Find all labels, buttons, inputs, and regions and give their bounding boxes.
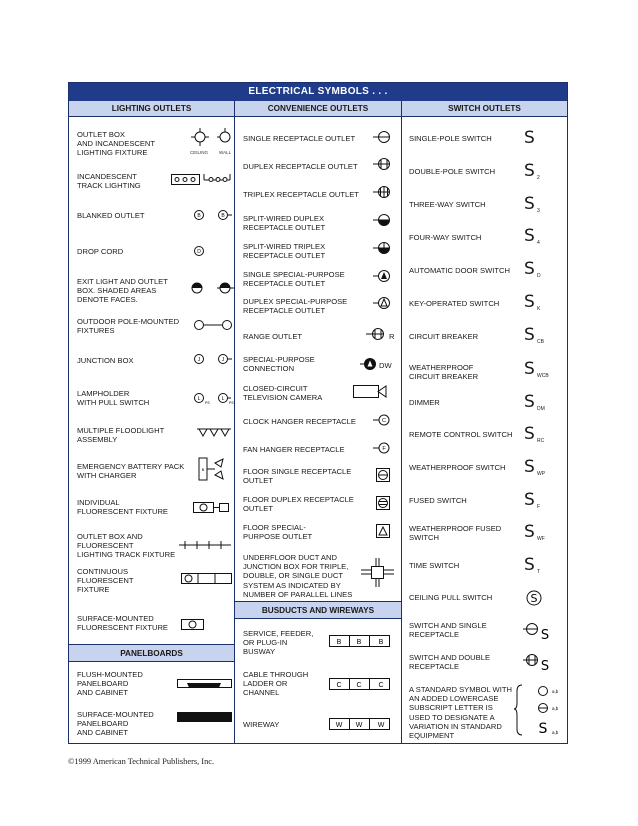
sheet-title: ELECTRICAL SYMBOLS . . . (69, 83, 567, 101)
fan-hanger-symbol (372, 441, 394, 455)
switch-double-receptacle-symbol (523, 651, 553, 673)
cable-ladder-label: CABLE THROUGH LADDER OR CHANNEL (243, 670, 309, 698)
switch-subscript-4: D (537, 273, 541, 279)
switch-label-1: DOUBLE-POLE SWITCH (409, 167, 496, 176)
floodlight-symbol (197, 427, 233, 441)
svg-text:C: C (336, 682, 342, 689)
convenience-outlets-header: CONVENIENCE OUTLETS (235, 101, 401, 117)
convenience-label-12: FLOOR SINGLE RECEPTACLE OUTLET (243, 467, 352, 486)
svg-text:C: C (356, 682, 362, 689)
svg-text:S: S (530, 592, 538, 605)
lighting-label-13: SURFACE-MOUNTED FLUORESCENT FIXTURE (77, 614, 168, 633)
convenience-label-14: FLOOR SPECIAL- PURPOSE OUTLET (243, 523, 313, 542)
single-special-symbol (372, 269, 394, 283)
switch-label-14: CEILING PULL SWITCH (409, 593, 493, 602)
lighting-label-2: BLANKED OUTLET (77, 211, 145, 220)
convenience-label-15: UNDERFLOOR DUCT AND JUNCTION BOX FOR TRIPLE, DOUBLE, OR SINGLE DUCT SYSTEM AS INDICATED BY NUMBER OF PARALLEL LINES (243, 553, 353, 599)
junction-box-symbol (193, 353, 233, 367)
lighting-label-4: EXIT LIGHT AND OUTLET BOX. SHADED AREAS DENOTE FACES. (77, 277, 168, 305)
switch-symbol-icon-6: S (524, 325, 535, 345)
variation-symbols (514, 681, 564, 739)
switch-symbol-icon-8: S (524, 392, 535, 412)
svg-text:a,b: a,b (552, 689, 559, 694)
convenience-label-13: FLOOR DUPLEX RECEPTACLE OUTLET (243, 495, 354, 514)
single-receptacle-symbol (372, 130, 394, 144)
switch-symbol-icon-13: S (524, 555, 535, 575)
svg-text:B: B (197, 213, 201, 219)
switch-symbol-icon-4: S (524, 259, 535, 279)
switch-label-16: SWITCH AND DOUBLE RECEPTACLE (409, 653, 491, 672)
switch-label-5: KEY-OPERATED SWITCH (409, 299, 500, 308)
lighting-label-9: EMERGENCY BATTERY PACK WITH CHARGER (77, 462, 185, 481)
fluorescent-fixture-symbol (193, 501, 233, 515)
switch-label-2: THREE-WAY SWITCH (409, 200, 486, 209)
switch-label-7: WEATHERPROOF CIRCUIT BREAKER (409, 363, 479, 382)
switch-label-12: WEATHERPROOF FUSED SWITCH (409, 524, 502, 543)
lighting-outlets-header: LIGHTING OUTLETS (69, 101, 234, 117)
convenience-label-3: SPLIT-WIRED DUPLEX RECEPTACLE OUTLET (243, 214, 326, 233)
split-triplex-symbol (372, 241, 394, 255)
underfloor-duct-symbol (361, 558, 395, 588)
lighting-label-12: CONTINUOUS FLUORESCENT FIXTURE (77, 567, 134, 595)
lampholder-symbol (193, 392, 237, 406)
switch-symbol-icon-12: S (524, 522, 535, 542)
switch-label-8: DIMMER (409, 398, 440, 407)
svg-text:a,b: a,b (552, 730, 559, 735)
switch-label-10: WEATHERPROOF SWITCH (409, 463, 506, 472)
ceiling-caption: CEILING (190, 150, 209, 155)
convenience-label-10: CLOCK HANGER RECEPTACLE (243, 417, 356, 426)
switch-subscript-11: F (537, 504, 541, 510)
svg-text:B: B (356, 639, 362, 646)
svg-text:B: B (336, 639, 342, 646)
svg-text:W: W (335, 722, 343, 729)
svg-text:a,b: a,b (552, 706, 559, 711)
svg-text:D: D (197, 249, 201, 255)
switch-subscript-13: T (537, 569, 541, 575)
switch-symbol-icon-3: S (524, 226, 535, 246)
column-divider-1 (234, 101, 235, 743)
convenience-label-4: SPLIT-WIRED TRIPLEX RECEPTACLE OUTLET (243, 242, 326, 261)
convenience-label-7: RANGE OUTLET (243, 332, 303, 341)
svg-text:PS: PS (205, 401, 210, 405)
svg-text:C: C (378, 682, 384, 689)
surface-panelboard-symbol (177, 712, 233, 724)
switch-label-13: TIME SWITCH (409, 561, 460, 570)
flush-panelboard-symbol (177, 678, 233, 692)
svg-text:S: S (538, 721, 548, 737)
switch-label-15: SWITCH AND SINGLE RECEPTACLE (409, 621, 487, 640)
blanked-outlet-symbol (193, 209, 233, 223)
switch-subscript-6: CB (537, 339, 544, 345)
continuous-fluorescent-symbol (181, 572, 233, 586)
switch-symbol-icon-5: S (524, 292, 535, 312)
convenience-label-1: DUPLEX RECEPTACLE OUTLET (243, 162, 358, 171)
switch-single-receptacle-symbol (523, 620, 553, 642)
switch-symbol-icon-10: S (524, 457, 535, 477)
triplex-receptacle-symbol (372, 185, 394, 199)
convenience-label-5: SINGLE SPECIAL-PURPOSE RECEPTACLE OUTLET (243, 270, 345, 289)
convenience-label-8: SPECIAL-PURPOSE CONNECTION (243, 355, 315, 374)
busway-label: SERVICE, FEEDER, OR PLUG-IN BUSWAY (243, 629, 314, 657)
panelboard-label-0: FLUSH-MOUNTED PANELBOARD AND CABINET (77, 670, 143, 698)
svg-text:L: L (221, 396, 225, 402)
switch-symbol-icon-2: S (524, 194, 535, 214)
svg-text:C: C (382, 418, 386, 424)
lighting-label-0: OUTLET BOX AND INCANDESCENT LIGHTING FIXTURE (77, 130, 156, 158)
svg-text:F: F (382, 446, 386, 452)
switch-symbol-icon-0: S (524, 128, 535, 148)
cctv-camera-symbol (353, 384, 389, 400)
lighting-label-6: JUNCTION BOX (77, 356, 134, 365)
convenience-label-0: SINGLE RECEPTACLE OUTLET (243, 134, 356, 143)
switch-subscript-3: 4 (537, 240, 540, 246)
surface-fluorescent-symbol (181, 618, 215, 632)
panelboards-header: PANELBOARDS (69, 644, 234, 662)
range-outlet-tag: R (389, 332, 395, 341)
duplex-receptacle-symbol (372, 157, 394, 171)
switch-symbol-icon-1: S (524, 161, 535, 181)
switch-label-0: SINGLE-POLE SWITCH (409, 134, 492, 143)
switch-subscript-10: WP (537, 471, 546, 477)
busway-symbol (329, 635, 391, 649)
svg-text:L: L (197, 396, 201, 402)
lighting-label-11: OUTLET BOX AND FLUORESCENT LIGHTING TRACK FIXTURE (77, 532, 176, 560)
svg-text:B: B (221, 213, 225, 219)
panelboard-label-1: SURFACE-MOUNTED PANELBOARD AND CABINET (77, 710, 154, 738)
switch-label-6: CIRCUIT BREAKER (409, 332, 479, 341)
floor-duplex-symbol (376, 496, 392, 512)
wall-caption: WALL (219, 150, 232, 155)
svg-text:W: W (355, 722, 363, 729)
range-outlet-symbol (365, 327, 389, 341)
svg-text:B: B (201, 467, 205, 472)
special-connection-tag: DW (379, 361, 392, 370)
outlet-box-symbol (187, 127, 233, 149)
switch-subscript-8: DM (537, 406, 545, 412)
svg-text:W: W (377, 722, 385, 729)
convenience-label-6: DUPLEX SPECIAL-PURPOSE RECEPTACLE OUTLET (243, 297, 348, 316)
switch-subscript-7: WCB (537, 373, 549, 379)
switch-symbol-icon-9: S (524, 424, 535, 444)
lighting-label-8: MULTIPLE FLOODLIGHT ASSEMBLY (77, 426, 165, 445)
switch-label-17: A STANDARD SYMBOL WITH AN ADDED LOWERCASE SUBSCRIPT LETTER IS USED TO DESIGNATE A VARIATION IN STANDARD EQUIPMENT (409, 685, 512, 741)
svg-text:PS: PS (229, 401, 234, 405)
battery-pack-symbol (197, 456, 233, 486)
wireway-symbol (329, 718, 391, 732)
duplex-special-symbol (372, 296, 394, 310)
electrical-symbols-sheet (68, 82, 568, 744)
track-fixture-symbol (177, 539, 233, 553)
pole-fixture-symbol (193, 318, 233, 332)
switch-subscript-9: RC (537, 438, 545, 444)
column-divider-2 (401, 101, 402, 743)
svg-text:J: J (221, 357, 225, 363)
switch-symbol-icon-11: S (524, 490, 535, 510)
lighting-label-10: INDIVIDUAL FLUORESCENT FIXTURE (77, 498, 168, 517)
lighting-label-7: LAMPHOLDER WITH PULL SWITCH (77, 389, 150, 408)
switch-symbol-icon-7: S (524, 359, 535, 379)
switch-subscript-1: 2 (537, 175, 540, 181)
cable-ladder-symbol (329, 678, 391, 692)
switch-subscript-2: 3 (537, 208, 540, 214)
convenience-label-11: FAN HANGER RECEPTACLE (243, 445, 345, 454)
convenience-label-9: CLOSED-CIRCUIT TELEVISION CAMERA (243, 384, 323, 403)
svg-text:S: S (540, 628, 550, 643)
drop-cord-symbol (193, 245, 207, 259)
wireway-label: WIREWAY (243, 720, 280, 729)
lighting-label-5: OUTDOOR POLE-MOUNTED FIXTURES (77, 317, 180, 336)
switch-label-9: REMOTE CONTROL SWITCH (409, 430, 513, 439)
svg-text:S: S (540, 659, 550, 674)
switch-subscript-12: WF (537, 536, 545, 542)
split-duplex-symbol (372, 213, 394, 227)
switch-subscript-5: K (537, 306, 541, 312)
switch-label-11: FUSED SWITCH (409, 496, 467, 505)
floor-single-symbol (376, 468, 392, 484)
busducts-header: BUSDUCTS AND WIREWAYS (235, 601, 401, 619)
switch-label-4: AUTOMATIC DOOR SWITCH (409, 266, 510, 275)
clock-hanger-symbol (372, 413, 394, 427)
lighting-label-1: INCANDESCENT TRACK LIGHTING (77, 172, 141, 191)
exit-light-symbol (189, 281, 235, 297)
copyright-footer: ©1999 American Technical Publishers, Inc. (68, 757, 215, 766)
svg-text:B: B (378, 639, 384, 646)
track-lighting-symbol (171, 174, 231, 186)
special-connection-symbol (359, 357, 379, 371)
switch-outlets-header: SWITCH OUTLETS (402, 101, 567, 117)
floor-special-symbol (376, 524, 392, 540)
switch-label-3: FOUR-WAY SWITCH (409, 233, 482, 242)
lighting-label-3: DROP CORD (77, 247, 124, 256)
convenience-label-2: TRIPLEX RECEPTACLE OUTLET (243, 190, 359, 199)
ceiling-pull-switch-symbol (523, 587, 545, 609)
svg-text:J: J (197, 357, 201, 363)
